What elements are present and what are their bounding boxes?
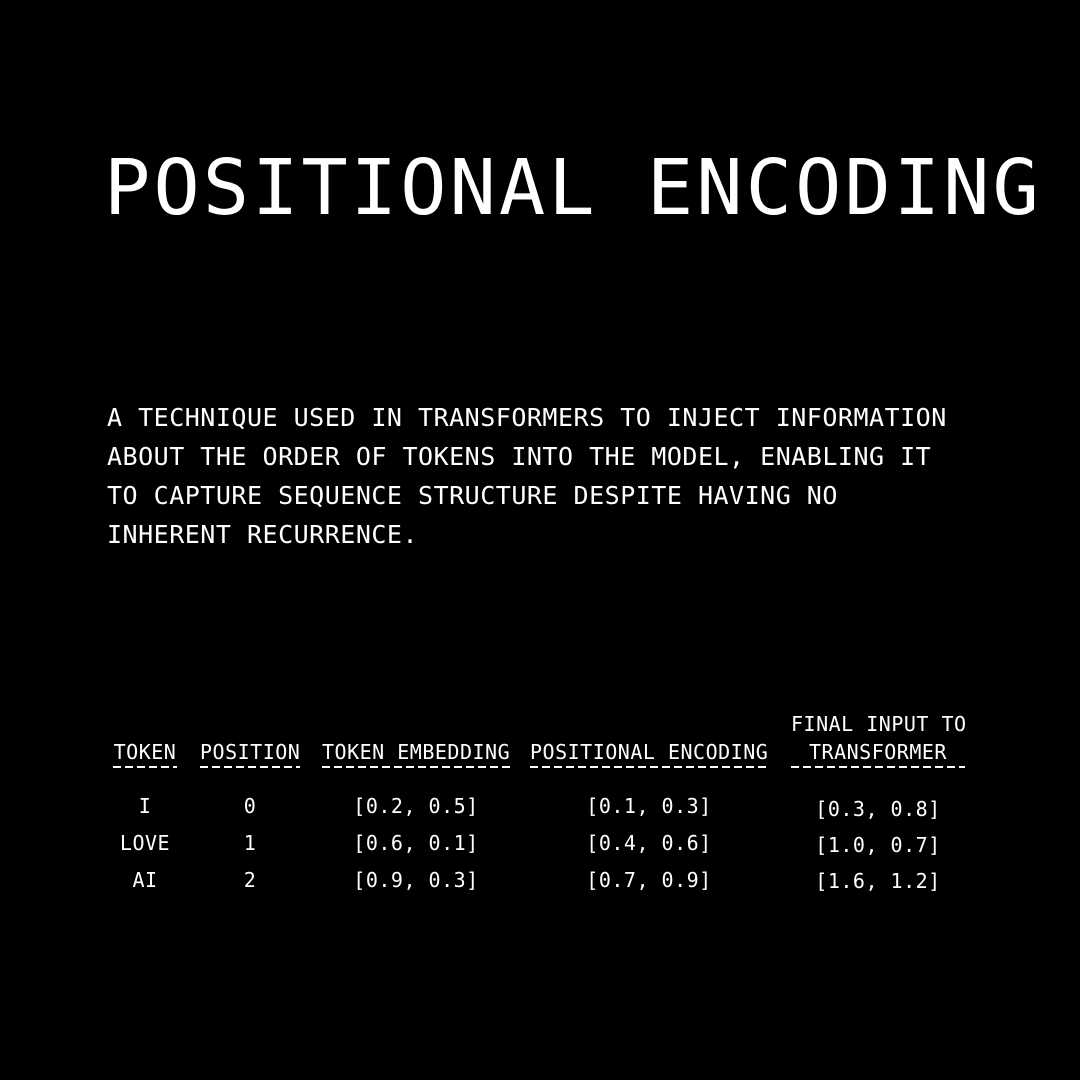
cell-final-input: [1.0, 0.7] (815, 833, 941, 857)
header-positional-encoding: POSITIONAL ENCODING (530, 740, 769, 764)
header-token: TOKEN (113, 740, 177, 764)
header-token-embedding: TOKEN EMBEDDING (322, 740, 511, 764)
cell-position: 0 (243, 794, 257, 818)
description-line: INHERENT RECURRENCE. (107, 520, 419, 549)
cell-positional-encoding: [0.7, 0.9] (586, 868, 712, 892)
cell-position: 2 (243, 868, 257, 892)
header-divider (113, 766, 177, 768)
cell-positional-encoding: [0.4, 0.6] (586, 831, 712, 855)
header-divider (200, 766, 300, 768)
column-token-embedding (322, 0, 510, 1080)
cell-final-input: [0.3, 0.8] (815, 797, 941, 821)
cell-positional-encoding: [0.1, 0.3] (586, 794, 712, 818)
column-position (200, 0, 300, 1080)
cell-token: LOVE (119, 831, 171, 855)
header-divider (530, 766, 768, 768)
cell-position: 1 (243, 831, 257, 855)
cell-token: AI (132, 868, 158, 892)
cell-token-embedding: [0.6, 0.1] (353, 831, 479, 855)
header-divider (322, 766, 510, 768)
cell-final-input: [1.6, 1.2] (815, 869, 941, 893)
header-position: POSITION (200, 740, 301, 764)
cell-token-embedding: [0.2, 0.5] (353, 794, 479, 818)
header-final-input-line: TRANSFORMER (809, 740, 947, 764)
cell-token: I (138, 794, 152, 818)
header-divider (791, 766, 965, 768)
description-line: A TECHNIQUE USED IN TRANSFORMERS TO INJECT INFORMATION (107, 403, 947, 432)
description-line: TO CAPTURE SEQUENCE STRUCTURE DESPITE HAVING NO (107, 481, 838, 510)
column-token (113, 0, 177, 1080)
header-final-input-line: FINAL INPUT TO (791, 712, 967, 736)
page-title: POSITIONAL ENCODING (104, 144, 1042, 233)
description-line: ABOUT THE ORDER OF TOKENS INTO THE MODEL, ENABLING IT (107, 442, 932, 471)
header-final-input (791, 710, 965, 766)
column-positional-encoding (530, 0, 768, 1080)
cell-token-embedding: [0.9, 0.3] (353, 868, 479, 892)
column-final-input (791, 0, 965, 1080)
